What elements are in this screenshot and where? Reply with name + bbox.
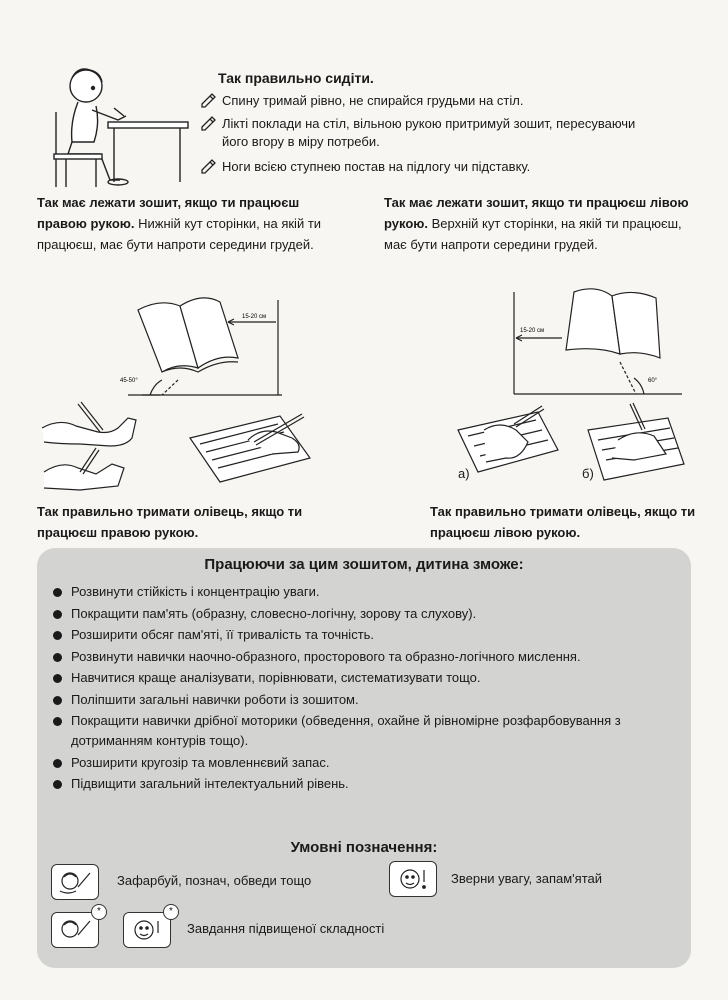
notebook-right-lead: Так має лежати зошит, якщо ти працюєш правою рукою.	[37, 195, 300, 231]
list-item: Навчитися краще аналізувати, порівнювати, систематизувати тощо.	[51, 668, 679, 688]
notebook-left-distance: 15-20 см	[520, 328, 545, 334]
sitting-item	[200, 92, 650, 110]
sitting-title: Так правильно сидіти.	[218, 70, 374, 86]
sitting-item	[200, 115, 650, 151]
star-icon: *	[91, 904, 107, 920]
list-item: Розвинути навички наочно-образного, просторового та образно-логічного мислення.	[51, 647, 679, 667]
pencil-grip-left-illustration	[448, 400, 688, 492]
list-item: Розвинути стійкість і концентрацію уваги.	[51, 582, 679, 602]
list-item: Розширити обсяг пам'яті, її тривалість та точність.	[51, 625, 679, 645]
notebook-left-diagram	[508, 282, 688, 400]
star-icon: *	[163, 904, 179, 920]
pencil-right-caption: Так правильно тримати олівець, якщо ти працюєш правою рукою.	[37, 504, 303, 540]
list-item: Покращити пам'ять (образну, словесно-логічну, зорову та слухову).	[51, 604, 679, 624]
notebook-right-diagram	[120, 280, 290, 400]
notebook-right-distance: 15-20 см	[242, 314, 267, 320]
grip-label-b: б)	[582, 466, 594, 481]
legend-attention-label: Зверни увагу, запам'ятай	[451, 871, 602, 886]
sitting-item-text: Ноги всією ступнею постав на підлогу чи підставку.	[222, 159, 531, 174]
notebook-right-angle: 45-50°	[120, 378, 138, 384]
benefits-list	[51, 582, 679, 796]
sitting-item-text: Спину тримай рівно, не спирайся грудьми на стіл.	[222, 93, 524, 108]
notebook-right-text: Нижній кут сторінки, на якій ти працюєш, має бути напроти середини грудей.	[37, 216, 322, 252]
notebook-left-text: Верхній кут сторінки, на якій ти працюєш, має бути напроти середини грудей.	[384, 216, 682, 252]
child-at-desk-illustration	[48, 62, 198, 192]
sitting-item-text: Лікті поклади на стіл, вільною рукою притримуй зошит, пересуваючи його вгору в міру потреби.	[222, 116, 636, 149]
pencil-icon	[200, 92, 216, 108]
list-item: Поліпшити загальні навички роботи із зошитом.	[51, 690, 679, 710]
list-item: Покращити навички дрібної моторики (обведення, охайне й рівномірне розфарбовування з дотриманням контурів тощо).	[51, 711, 679, 751]
notebook-left-lead: Так має лежати зошит, якщо ти працюєш лівою рукою.	[384, 195, 689, 231]
pencil-icon	[200, 115, 216, 131]
list-item: Підвищити загальний інтелектуальний рівень.	[51, 774, 679, 794]
sitting-item	[200, 158, 650, 176]
pencil-grip-right-illustration	[40, 398, 340, 498]
legend-title: Умовні позначення:	[290, 839, 438, 856]
difficult-color-task-icon	[51, 912, 99, 948]
pencil-icon	[200, 158, 216, 174]
list-item: Розширити кругозір та мовленнєвий запас.	[51, 753, 679, 773]
pencil-left-caption: Так правильно тримати олівець, якщо ти працюєш лівою рукою.	[430, 504, 696, 540]
color-task-icon	[51, 864, 99, 900]
grip-label-a: а)	[458, 466, 470, 481]
attention-icon	[389, 861, 437, 897]
legend-color-label: Зафарбуй, познач, обведи тощо	[117, 873, 312, 888]
benefits-title: Працюючи за цим зошитом, дитина зможе:	[204, 556, 524, 573]
difficult-attention-icon	[123, 912, 171, 948]
notebook-left-paragraph	[384, 192, 694, 255]
benefits-panel	[37, 548, 691, 968]
notebook-left-angle: 60°	[648, 378, 658, 384]
notebook-right-paragraph	[37, 192, 347, 255]
legend-difficult-label: Завдання підвищеної складності	[187, 921, 385, 936]
